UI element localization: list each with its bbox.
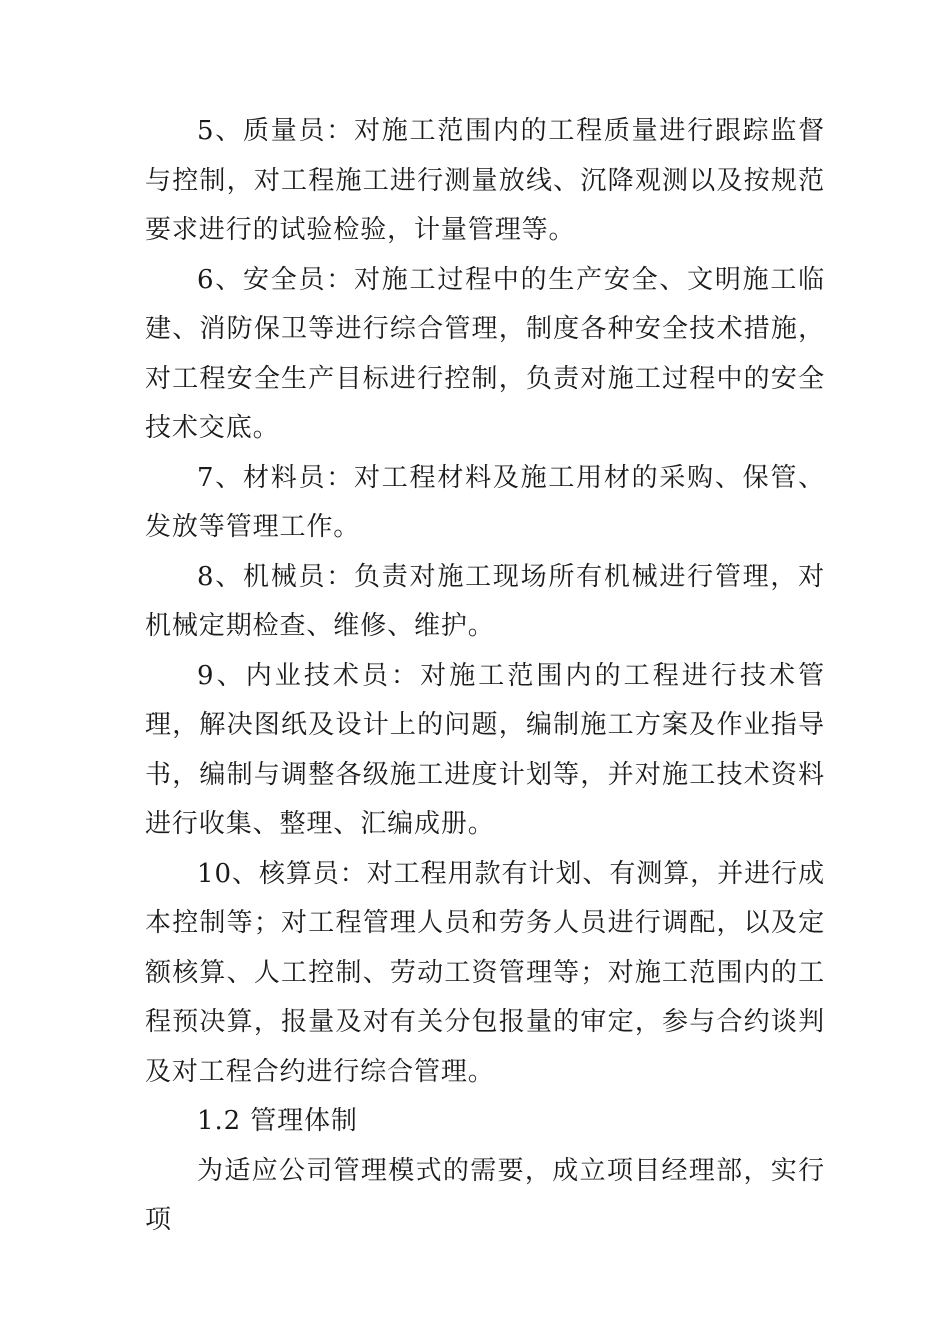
paragraph-safety-officer: 6、安全员：对施工过程中的生产安全、文明施工临建、消防保卫等进行综合管理，制度各种安全技术措施，对工程安全生产目标进行控制，负责对施工过程中的安全技术交底。 bbox=[145, 264, 825, 443]
paragraph-management-system: 为适应公司管理模式的需要，成立项目经理部，实行项 bbox=[145, 1155, 825, 1235]
paragraph-technical-officer: 9、内业技术员：对施工范围内的工程进行技术管理，解决图纸及设计上的问题，编制施工方案及作业指导书，编制与调整各级施工进度计划等，并对施工技术资料进行收集、整理、汇编成册。 bbox=[145, 660, 825, 839]
paragraph-machinery-officer: 8、机械员：负责对施工现场所有机械进行管理，对机械定期检查、维修、维护。 bbox=[145, 561, 825, 641]
paragraph-cost-accountant: 10、核算员：对工程用款有计划、有测算，并进行成本控制等；对工程管理人员和劳务人员进行调配，以及定额核算、人工控制、劳动工资管理等；对施工范围内的工程预决算，报量及对有关分包报量的审定，参与合约谈判及对工程合约进行综合管理。 bbox=[145, 858, 825, 1087]
section-heading: 1.2 管理体制 bbox=[197, 1106, 358, 1136]
paragraph-materials-officer: 7、材料员：对工程材料及施工用材的采购、保管、发放等管理工作。 bbox=[145, 462, 825, 542]
paragraph-quality-inspector: 5、质量员：对施工范围内的工程质量进行跟踪监督与控制，对工程施工进行测量放线、沉降观测以及按规范要求进行的试验检验，计量管理等。 bbox=[145, 116, 825, 245]
document-body bbox=[145, 107, 825, 1246]
